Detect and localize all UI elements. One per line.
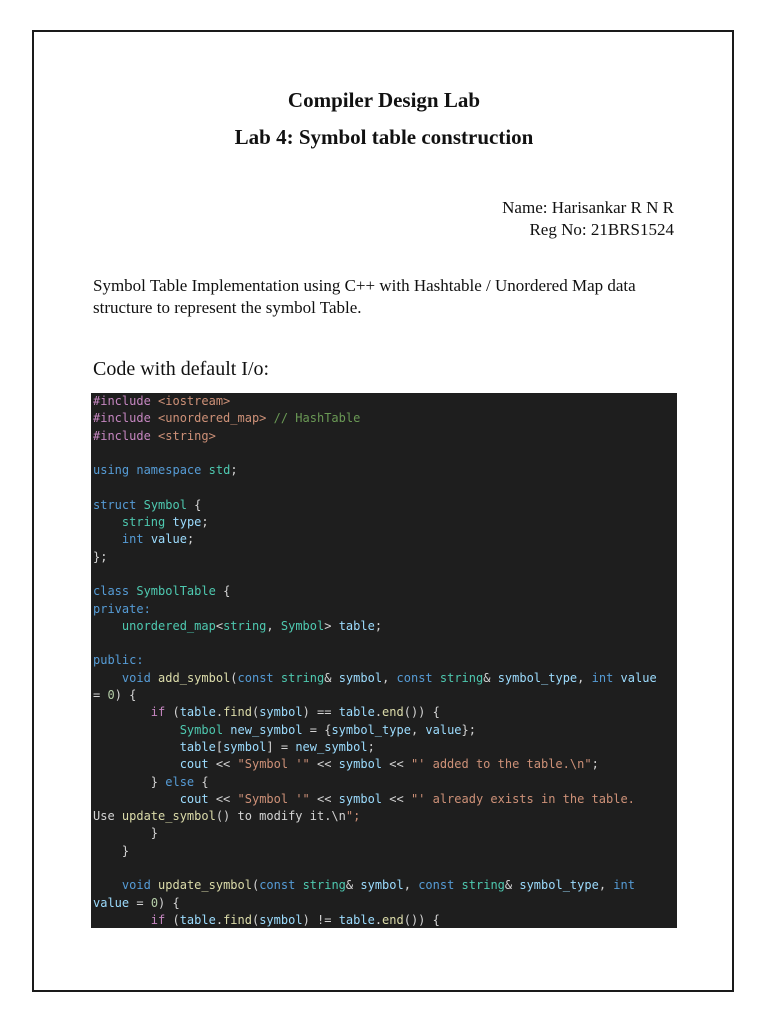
course-title: Compiler Design Lab — [287, 88, 481, 112]
description-paragraph: Symbol Table Implementation using C++ with Hashtable / Unordered Map data structure to represent the symbol Table. — [93, 276, 636, 317]
code-block — [91, 393, 677, 928]
author-name: Name: Harisankar R N R — [502, 198, 674, 217]
code-text: #include <iostream> #include <unordered_map> // HashTable #include <string> using namespace std; struct Symbol { string type; int value; }; class SymbolTable { private: unordered_map<string, Symbol> table; public: void add_symbol(const string& symbol, const string& symbol_type, int value = 0) { if (table.find(symbol) == table.end()) { Symbol new_symbol = {symbol_type, value}; table[symbol] = new_symbol; cout << "Symbol '" << symbol << "' added to the table.\n"; } else { cout << "Symbol '" << symbol << "' already exists in the table. Use update_symbol() to modify it.\n"; } } void update_symbol(const string& symbol, const string& symbol_type, int value = 0) { if (table.find(symbol) != table.end()) { — [93, 394, 657, 927]
lab-title: Lab 4: Symbol table construction — [234, 125, 534, 149]
author-reg-no: Reg No: 21BRS1524 — [529, 220, 674, 239]
section-heading: Code with default I/o: — [93, 358, 270, 380]
